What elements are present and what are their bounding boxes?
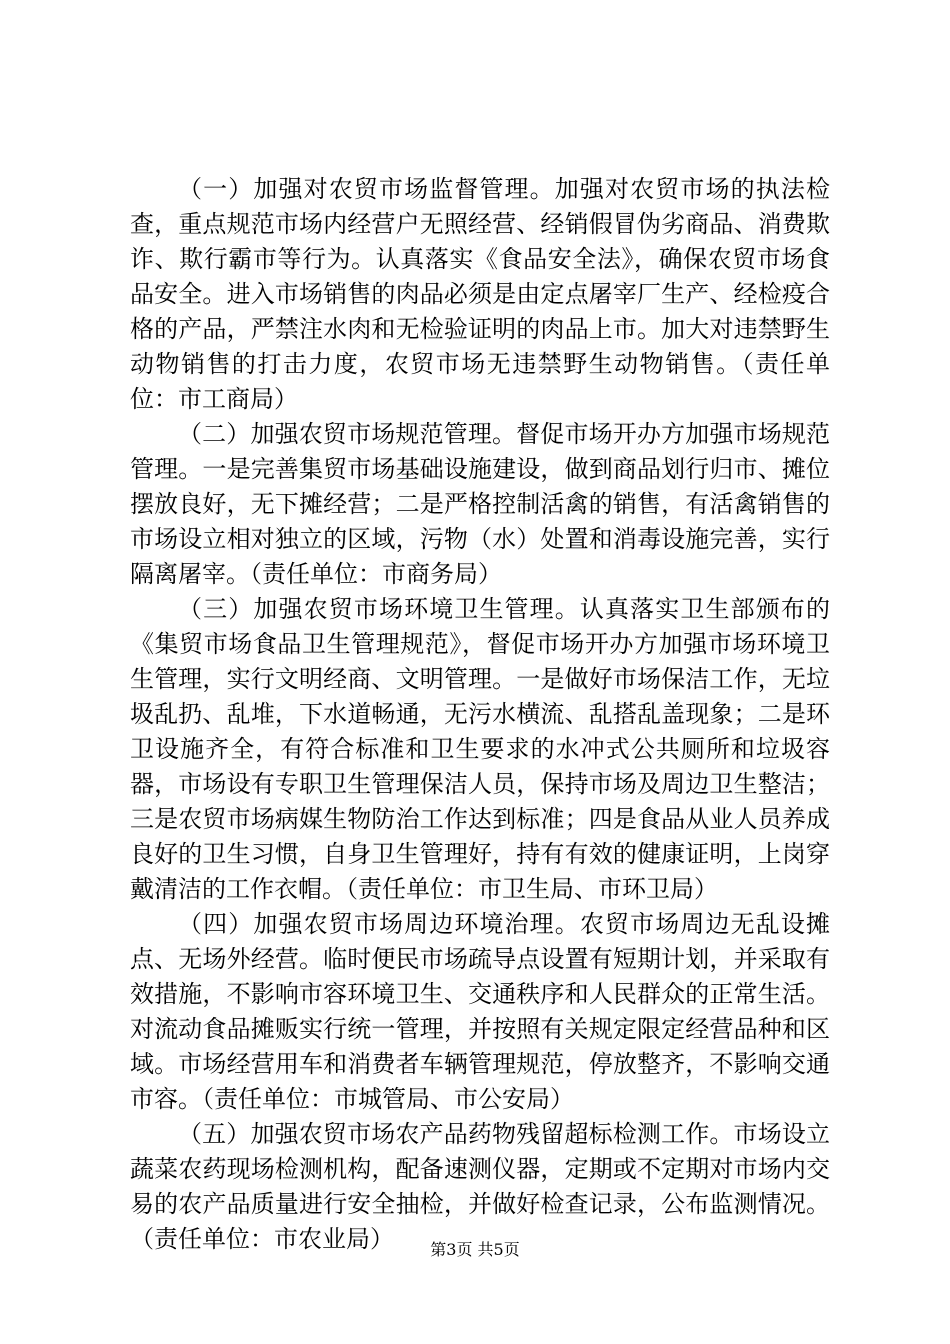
paragraph-2: （二）加强农贸市场规范管理。督促市场开办方加强市场规范管理。一是完善集贸市场基础设施建设，做到商品划行归市、摊位摆放良好，无下摊经营；二是严格控制活禽的销售，有活禽销售的市场设立相对独立的区域，污物（水）处置和消毒设施完善，实行隔离屠宰。（责任单位：市商务局） xyxy=(130,420,830,588)
paragraph-5: （五）加强农贸市场农产品药物残留超标检测工作。市场设立蔬菜农药现场检测机构，配备速测仪器，定期或不定期对市场内交易的农产品质量进行安全抽检，并做好检查记录，公布监测情况。（责任单位：市农业局） xyxy=(130,1120,830,1253)
document-body xyxy=(130,172,830,1257)
paragraph-1: （一）加强对农贸市场监督管理。加强对农贸市场的执法检查，重点规范市场内经营户无照经营、经销假冒伪劣商品、消费欺诈、欺行霸市等行为。认真落实《食品安全法》，确保农贸市场食品安全。进入市场销售的肉品必须是由定点屠宰厂生产、经检疫合格的产品，严禁注水肉和无检验证明的肉品上市。加大对违禁野生动物销售的打击力度，农贸市场无违禁野生动物销售。（责任单位：市工商局） xyxy=(130,175,830,413)
paragraph-4: （四）加强农贸市场周边环境治理。农贸市场周边无乱设摊点、无场外经营。临时便民市场疏导点设置有短期计划，并采取有效措施，不影响市容环境卫生、交通秩序和人民群众的正常生活。对流动食品摊贩实行统一管理，并按照有关规定限定经营品种和区域。市场经营用车和消费者车辆管理规范，停放整齐，不影响交通市容。（责任单位：市城管局、市公安局） xyxy=(130,910,830,1113)
paragraph-3: （三）加强农贸市场环境卫生管理。认真落实卫生部颁布的《集贸市场食品卫生管理规范》，督促市场开办方加强市场环境卫生管理，实行文明经商、文明管理。一是做好市场保洁工作，无垃圾乱扔、乱堆，下水道畅通，无污水横流、乱搭乱盖现象；二是环卫设施齐全，有符合标准和卫生要求的水冲式公共厕所和垃圾容器，市场设有专职卫生管理保洁人员，保持市场及周边卫生整洁；三是农贸市场病媒生物防治工作达到标准；四是食品从业人员养成良好的卫生习惯，自身卫生管理好，持有有效的健康证明，上岗穿戴清洁的工作衣帽。（责任单位：市卫生局、市环卫局） xyxy=(130,595,830,903)
page-number-footer: 第3页 共5页 xyxy=(430,1240,520,1259)
